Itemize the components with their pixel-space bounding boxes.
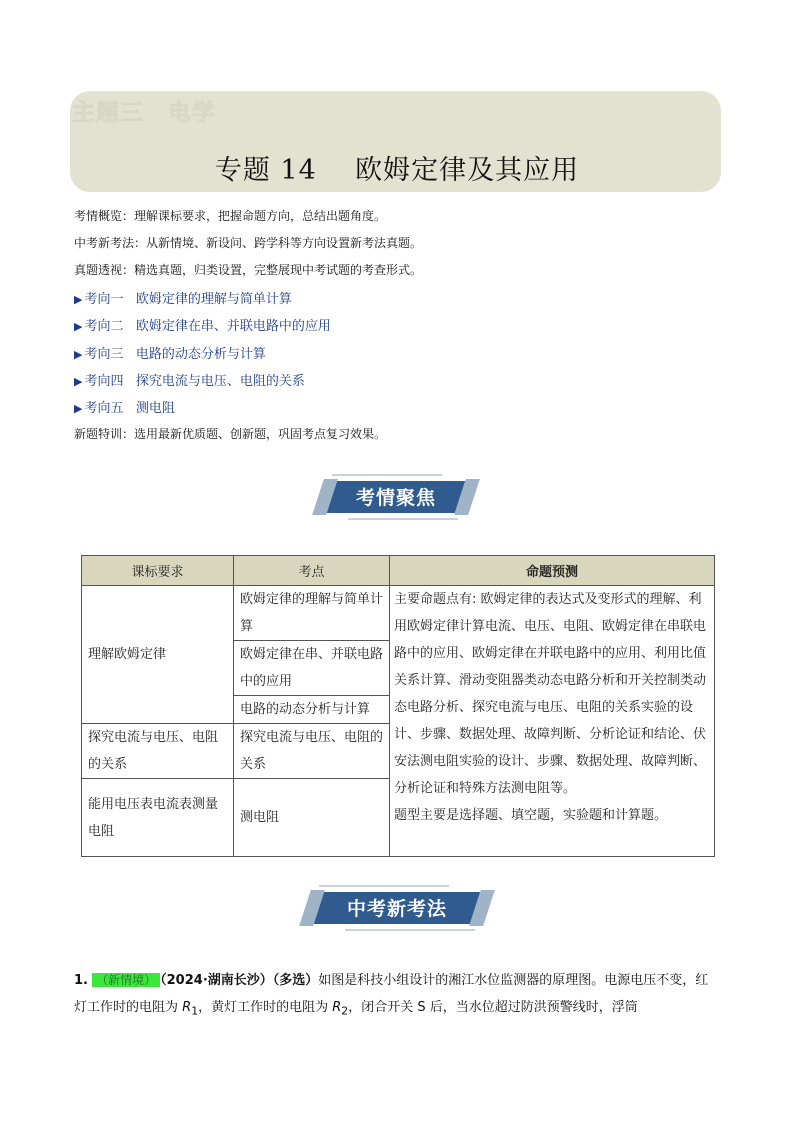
banner-rule <box>345 929 475 931</box>
triangle-icon: ▶ <box>74 402 83 415</box>
direction-no: 考向四 <box>84 374 124 389</box>
requirement-cell: 能用电压表电流表测量电阻 <box>82 779 234 857</box>
point-cell: 欧姆定律在串、并联电路中的应用 <box>234 641 390 696</box>
question-text: ，闭合开关 S 后，当水位超过防洪预警线时，浮筒 <box>348 1000 638 1015</box>
banner-rule <box>348 518 458 520</box>
prediction-cell <box>390 586 715 857</box>
requirement-cell: 探究电流与电压、电阻的关系 <box>82 724 234 779</box>
direction-text: 探究电流与电压、电阻的关系 <box>135 374 305 389</box>
question-source: （2024·湖南长沙）（多选） <box>160 973 319 988</box>
requirement-table <box>81 555 715 857</box>
point-cell: 探究电流与电压、电阻的关系 <box>234 724 390 779</box>
tail-line: 新题特训：选用最新优质题、创新题，巩固考点复习效果。 <box>74 427 387 441</box>
banner-title: 考情聚焦 <box>355 487 436 509</box>
direction-link-2[interactable] <box>74 315 331 334</box>
table-header-cell: 课标要求 <box>82 556 234 586</box>
topic-number: 专题 14 <box>214 155 317 186</box>
table-header-cell: 考点 <box>234 556 390 586</box>
question-1 <box>74 967 716 1025</box>
symbol-r2-sub: 2 <box>341 1004 349 1018</box>
direction-no: 考向二 <box>84 319 124 334</box>
prediction-tail: 题型主要是选择题、填空题，实验题和计算题。 <box>394 808 668 823</box>
direction-no: 考向三 <box>84 347 124 362</box>
intro-line: 真题透视：精选真题，归类设置，完整展现中考试题的考查形式。 <box>74 263 423 277</box>
prediction-text: 主要命题点有: 欧姆定律的表达式及变形式的理解、利用欧姆定律计算电流、电压、电阻、欧姆定律在串联电路中的应用、欧姆定律在并联电路中的应用、利用比值关系计算、滑动变阻器类动态电路分析和开关控制类动态电路分析、探究电流与电压、电阻的关系实验的设计、步骤、数据处理、故障判断、分析论证和结论、伏安法测电阻实验的设计、步骤、数据处理、故障判断、分析论证和特殊方法测电阻等。 <box>394 592 707 796</box>
point-cell: 欧姆定律的理解与简单计算 <box>234 586 390 641</box>
symbol-r1: R <box>182 1000 192 1015</box>
table-row <box>82 586 715 641</box>
intro-line: 考情概览：理解课标要求，把握命题方向，总结出题角度。 <box>74 209 387 223</box>
direction-text: 欧姆定律在串、并联电路中的应用 <box>135 319 331 334</box>
banner-rule <box>332 474 442 476</box>
direction-text: 欧姆定律的理解与简单计算 <box>135 292 292 307</box>
direction-link-4[interactable] <box>74 370 305 389</box>
triangle-icon: ▶ <box>74 320 83 333</box>
focus-banner <box>318 477 474 517</box>
question-text: ，黄灯工作时的电阻为 <box>198 1000 329 1015</box>
direction-text: 测电阻 <box>135 401 175 416</box>
point-cell: 电路的动态分析与计算 <box>234 696 390 724</box>
symbol-r2: R <box>332 1000 342 1015</box>
question-tag: （新情境） <box>92 973 160 987</box>
question-text: 如图是科技小组设计的湘江水位监测器的原理图。电源电压不变，红灯工作时的电阻为 <box>74 973 709 1015</box>
point-cell: 测电阻 <box>234 779 390 857</box>
intro-line: 中考新考法：从新情境、新设问、跨学科等方向设置新考法真题。 <box>74 236 423 250</box>
direction-text: 电路的动态分析与计算 <box>135 347 266 362</box>
triangle-icon: ▶ <box>74 348 83 361</box>
triangle-icon: ▶ <box>74 375 83 388</box>
direction-no: 考向五 <box>84 401 124 416</box>
table-header-row <box>82 556 715 586</box>
requirement-cell: 理解欧姆定律 <box>82 586 234 724</box>
symbol-r1-sub: 1 <box>191 1004 199 1018</box>
direction-link-1[interactable] <box>74 288 292 307</box>
new-method-banner <box>305 888 489 928</box>
banner-rule <box>319 885 449 887</box>
direction-link-3[interactable] <box>74 343 266 362</box>
topic-name: 欧姆定律及其应用 <box>355 155 580 186</box>
topic-title <box>0 148 794 187</box>
question-number: 1. <box>74 973 88 988</box>
theme-label: 主题三 电学 <box>72 100 216 126</box>
table-header-cell: 命题预测 <box>390 556 715 586</box>
direction-link-5[interactable] <box>74 397 175 416</box>
banner-title: 中考新考法 <box>346 898 447 920</box>
direction-no: 考向一 <box>84 292 124 307</box>
triangle-icon: ▶ <box>74 293 83 306</box>
